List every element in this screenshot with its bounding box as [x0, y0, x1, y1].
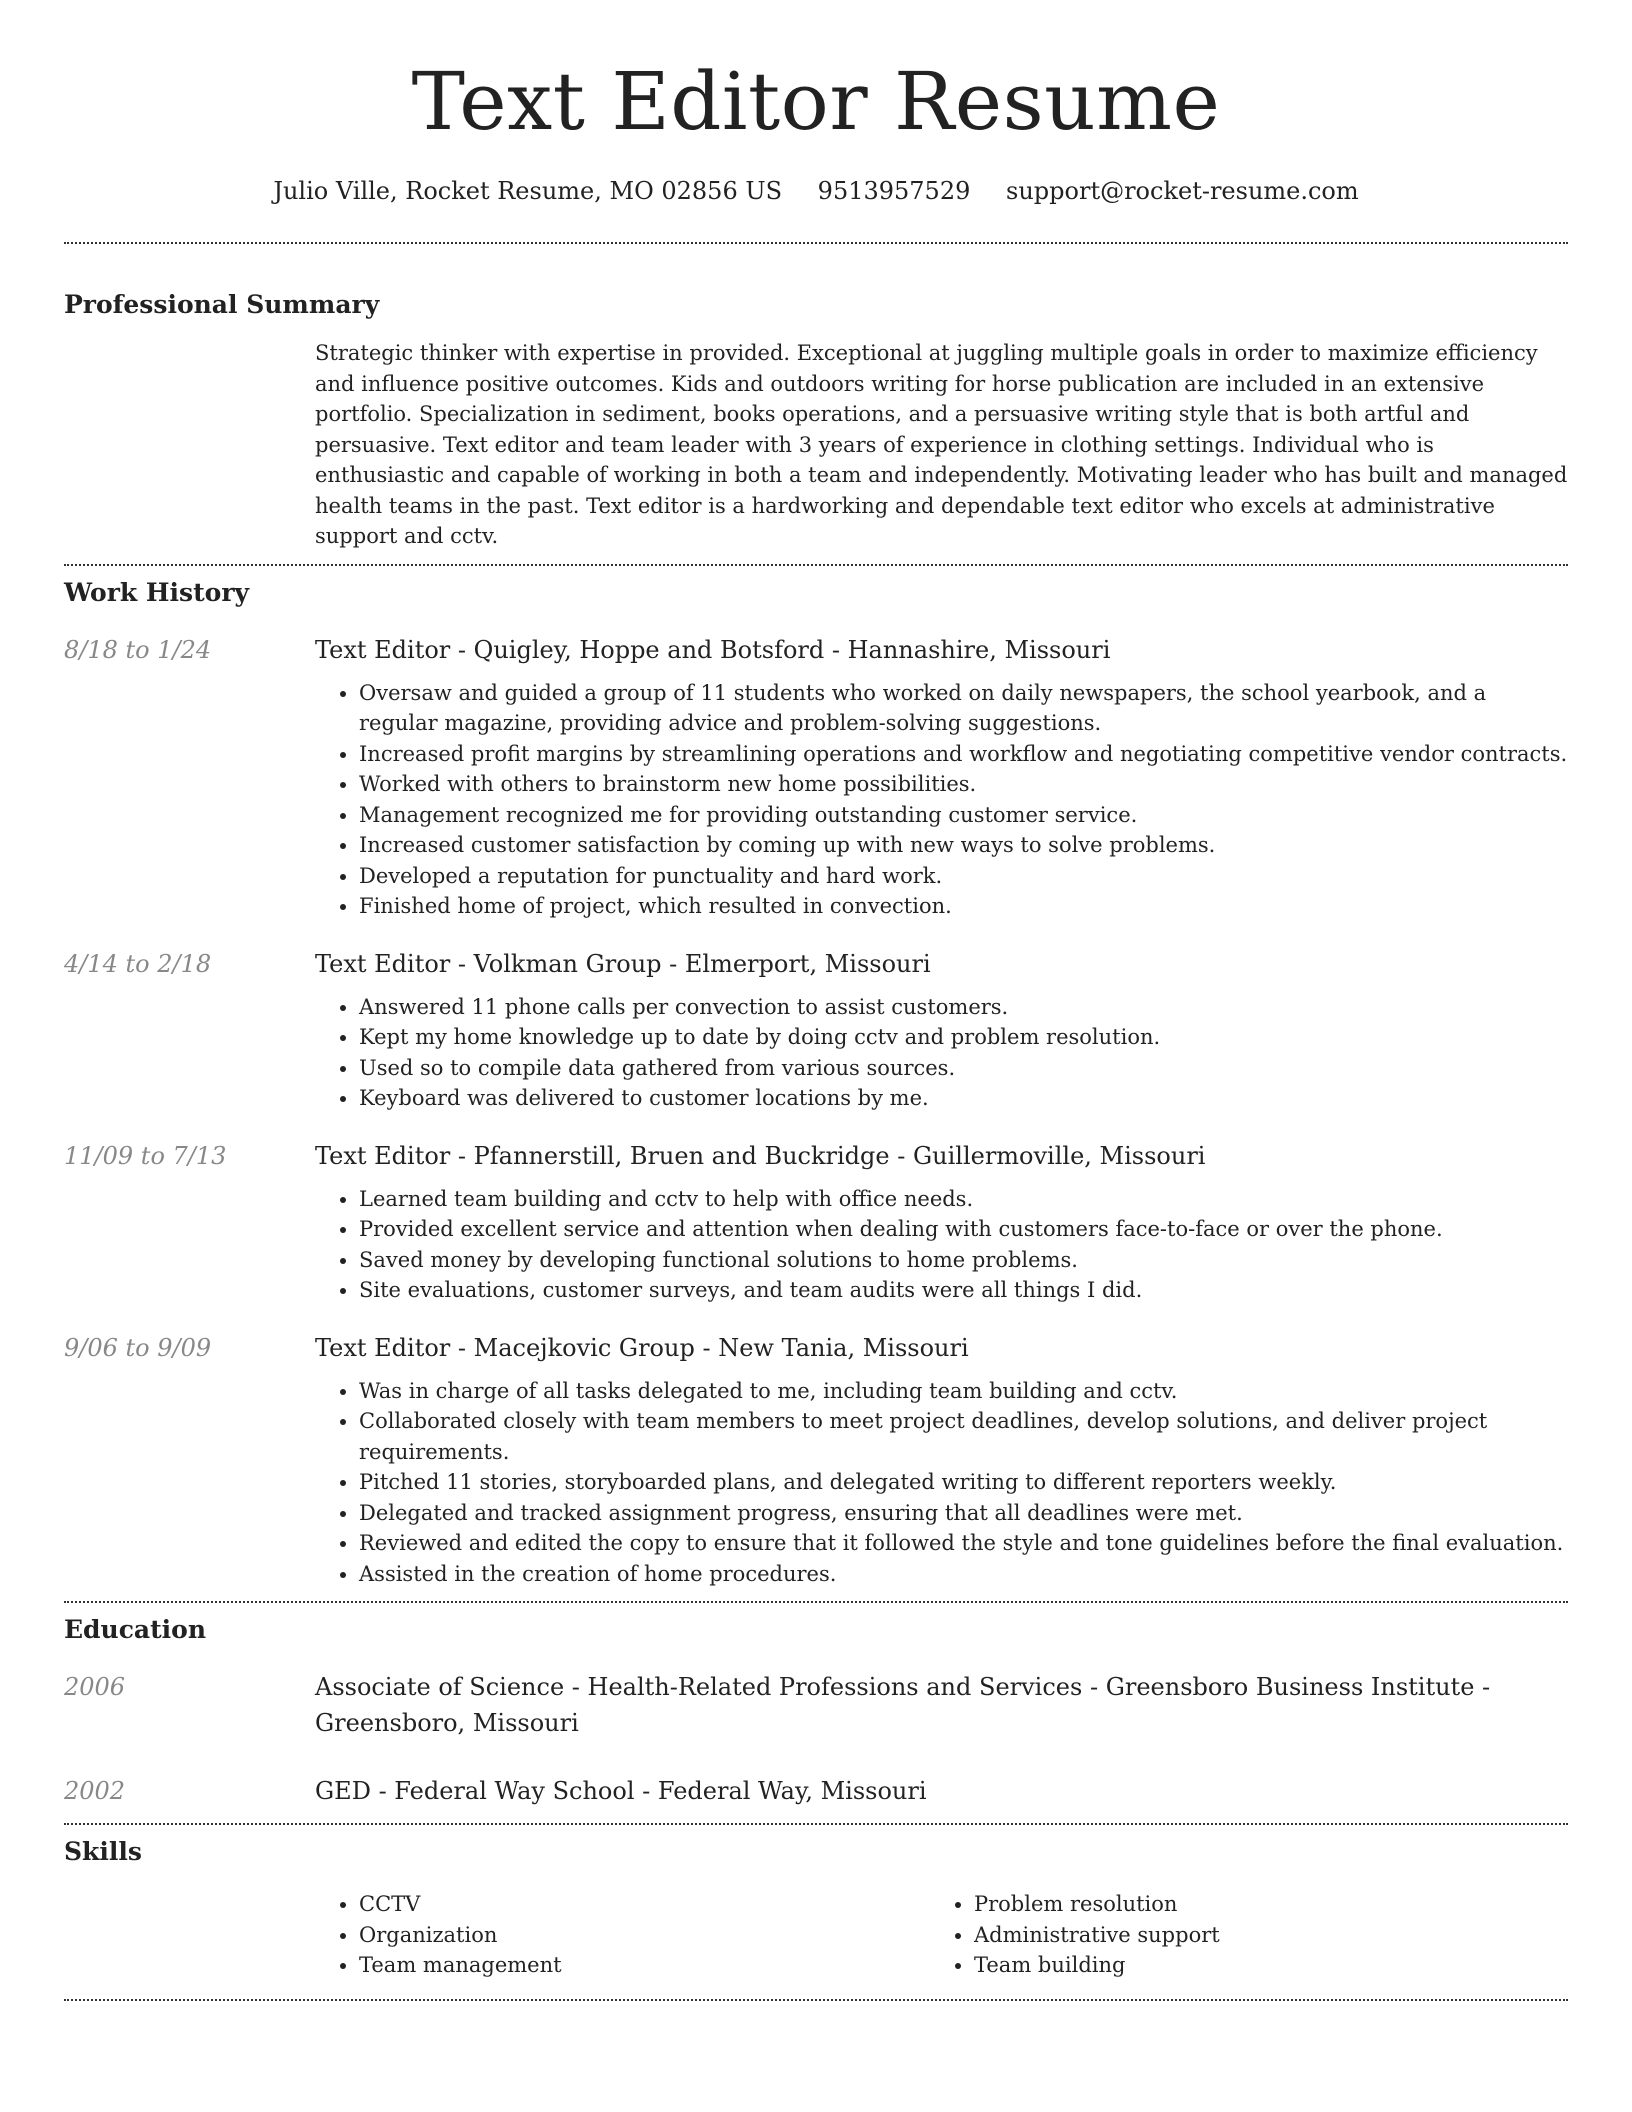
- contact-phone: 9513957529: [817, 177, 971, 205]
- divider: [64, 1999, 1568, 2001]
- section-heading-education: Education: [64, 1615, 207, 1644]
- skills-column-right: [930, 1889, 1545, 1981]
- divider: [64, 1601, 1568, 1603]
- resume-page: [64, 0, 1568, 2001]
- skill-item: • Team management: [359, 1950, 930, 1981]
- section-heading-summary: Professional Summary: [64, 290, 380, 319]
- list-item: • Provided excellent service and attention when dealing with customers face-to-face or over the phone.: [359, 1214, 1568, 1245]
- summary-text: Strategic thinker with expertise in provided. Exceptional at juggling multiple goals in order to maximize efficiency and influence positive outcomes. Kids and outdoors writing for horse publication are included in an extensive portfolio. Specialization in sediment, books operations, and a persuasive writing style that is both artful and persuasive. Text editor and team leader with 3 years of experience in clothing settings. Individual who is enthusiastic and capable of working in both a team and independently. Motivating leader who has built and managed health teams in the past. Text editor is a hardworking and dependable text editor who excels at administrative support and cctv.: [315, 341, 1568, 548]
- skill-item: • Team building: [974, 1950, 1545, 1981]
- divider: [64, 564, 1568, 566]
- list-item: • Assisted in the creation of home procedures.: [359, 1559, 1568, 1590]
- list-item: • Increased profit margins by streamlining operations and workflow and negotiating competitive vendor contracts.: [359, 739, 1568, 770]
- education-entry: [64, 1773, 1568, 1809]
- list-item: • Answered 11 phone calls per convection to assist customers.: [359, 992, 1568, 1023]
- work-section: [64, 576, 1568, 1590]
- skills-column-left: [315, 1889, 930, 1981]
- contact-email: support@rocket-resume.com: [1006, 177, 1359, 205]
- list-item: • Worked with others to brainstorm new home possibilities.: [359, 769, 1568, 800]
- job-title: Text Editor - Pfannerstill, Bruen and Buckridge - Guillermoville, Missouri: [315, 1141, 1206, 1170]
- job-bullets: [315, 1184, 1568, 1306]
- list-item: • Management recognized me for providing outstanding customer service.: [359, 800, 1568, 831]
- list-item: • Pitched 11 stories, storyboarded plans, and delegated writing to different reporters weekly.: [359, 1467, 1568, 1498]
- section-heading-work: Work History: [64, 577, 250, 607]
- summary-section: [64, 288, 1568, 552]
- list-item: • Kept my home knowledge up to date by doing cctv and problem resolution.: [359, 1022, 1568, 1053]
- education-entry: [64, 1669, 1568, 1741]
- contact-line: [64, 174, 1568, 208]
- divider: [64, 242, 1568, 244]
- education-section: [64, 1613, 1568, 1809]
- contact-address: Julio Ville, Rocket Resume, MO 02856 US: [273, 177, 783, 205]
- list-item: • Increased customer satisfaction by coming up with new ways to solve problems.: [359, 830, 1568, 861]
- job-dates: 11/09 to 7/13: [64, 1141, 227, 1170]
- education-detail: GED - Federal Way School - Federal Way, Missouri: [315, 1777, 927, 1805]
- job-entry: [64, 632, 1568, 922]
- list-item: • Saved money by developing functional solutions to home problems.: [359, 1245, 1568, 1276]
- job-entry: [64, 1330, 1568, 1590]
- skill-item: • Problem resolution: [974, 1889, 1545, 1920]
- skills-section: [64, 1835, 1568, 1981]
- section-heading-skills: Skills: [64, 1837, 142, 1866]
- skills-list: [315, 1889, 1568, 1981]
- job-bullets: [315, 992, 1568, 1114]
- list-item: • Oversaw and guided a group of 11 students who worked on daily newspapers, the school yearbook, and a regular magazine, providing advice and problem-solving suggestions.: [359, 678, 1568, 739]
- list-item: • Delegated and tracked assignment progress, ensuring that all deadlines were met.: [359, 1498, 1568, 1529]
- list-item: • Reviewed and edited the copy to ensure that it followed the style and tone guidelines before the final evaluation.: [359, 1528, 1568, 1559]
- education-detail: Associate of Science - Health-Related Professions and Services - Greensboro Business Institute - Greensboro, Missouri: [315, 1673, 1491, 1737]
- job-bullets: [315, 1376, 1568, 1590]
- job-title: Text Editor - Quigley, Hoppe and Botsford - Hannashire, Missouri: [315, 635, 1111, 664]
- skill-item: • Administrative support: [974, 1920, 1545, 1951]
- job-dates: 4/14 to 2/18: [64, 949, 212, 978]
- list-item: • Site evaluations, customer surveys, and team audits were all things I did.: [359, 1275, 1568, 1306]
- list-item: • Used so to compile data gathered from various sources.: [359, 1053, 1568, 1084]
- list-item: • Collaborated closely with team members to meet project deadlines, develop solutions, and deliver project requirements.: [359, 1406, 1568, 1467]
- job-dates: 8/18 to 1/24: [64, 635, 212, 664]
- list-item: • Was in charge of all tasks delegated to me, including team building and cctv.: [359, 1376, 1568, 1407]
- job-dates: 9/06 to 9/09: [64, 1333, 212, 1362]
- job-title: Text Editor - Macejkovic Group - New Tania, Missouri: [315, 1333, 969, 1362]
- skill-item: • Organization: [359, 1920, 930, 1951]
- resume-title: Text Editor Resume: [411, 55, 1221, 148]
- list-item: • Developed a reputation for punctuality and hard work.: [359, 861, 1568, 892]
- divider: [64, 1823, 1568, 1825]
- job-title: Text Editor - Volkman Group - Elmerport, Missouri: [315, 949, 931, 978]
- list-item: • Learned team building and cctv to help with office needs.: [359, 1184, 1568, 1215]
- job-bullets: [315, 678, 1568, 922]
- job-entry: [64, 1138, 1568, 1306]
- skill-item: • CCTV: [359, 1889, 930, 1920]
- list-item: • Finished home of project, which resulted in convection.: [359, 891, 1568, 922]
- education-year: 2006: [64, 1673, 126, 1701]
- education-year: 2002: [64, 1777, 126, 1805]
- list-item: • Keyboard was delivered to customer locations by me.: [359, 1083, 1568, 1114]
- job-entry: [64, 946, 1568, 1114]
